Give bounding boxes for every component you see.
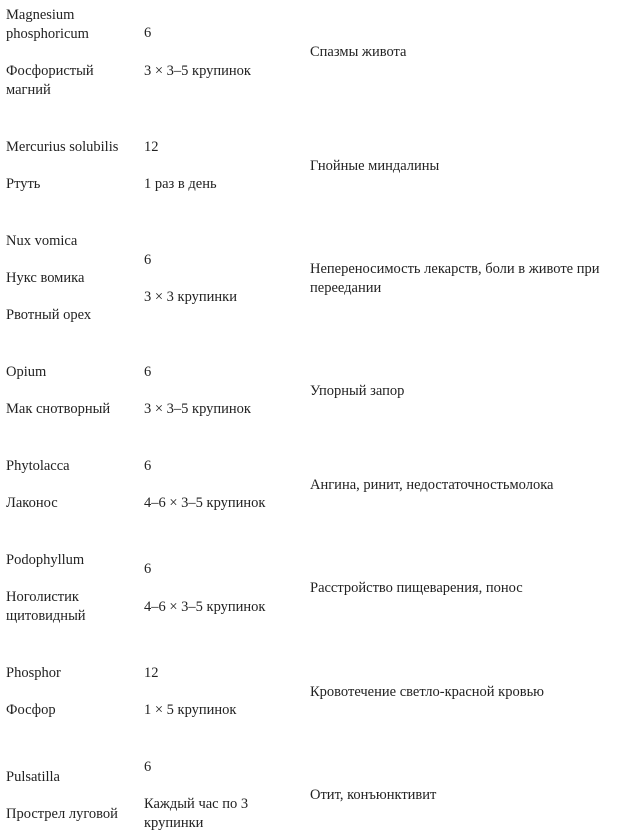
remedy-russian-name: Ноголистик щитовидный <box>6 589 86 624</box>
remedy-dosage: 1 раз в день <box>144 176 217 192</box>
remedy-indication: Ангина, ринит, недостаточностьмолока <box>310 477 554 493</box>
remedy-indication: Спазмы живота <box>310 44 407 60</box>
remedy-indication: Непереносимость лекарств, боли в животе при переедании <box>310 261 600 296</box>
remedy-russian-name: Ртуть <box>6 176 41 192</box>
remedy-latin-name: Nux vomica <box>6 233 78 249</box>
table-row <box>0 758 637 836</box>
remedy-indication: Гнойные миндалины <box>310 158 440 174</box>
table-row <box>0 551 637 631</box>
remedy-potency: 6 <box>144 458 152 474</box>
remedy-potency: 6 <box>144 561 152 577</box>
table-row <box>0 363 637 423</box>
remedy-latin-name: Magnesium phosphoricum <box>6 7 89 42</box>
remedy-latin-name: Podophyllum <box>6 552 85 568</box>
remedy-latin-name: Opium <box>6 364 47 380</box>
remedy-indication: Расстройство пищеварения, понос <box>310 580 523 596</box>
remedy-russian-name: Фосфористый магний <box>6 63 94 98</box>
remedy-potency: 6 <box>144 25 152 41</box>
remedy-dosage: 3 × 3–5 крупинок <box>144 401 251 417</box>
remedy-latin-name: Phytolacca <box>6 458 70 474</box>
table-row <box>0 664 637 724</box>
remedy-latin-name: Pulsatilla <box>6 769 60 785</box>
remedy-dosage: Каждый час по 3 крупинки <box>144 796 249 831</box>
remedy-potency: 12 <box>144 665 159 681</box>
remedy-dosage: 3 × 3 крупинки <box>144 289 237 305</box>
remedy-potency: 6 <box>144 252 152 268</box>
remedy-indication: Кровотечение светло-красной кровью <box>310 684 545 700</box>
table-row <box>0 6 637 106</box>
remedy-russian-name-alt: Рвотный орех <box>6 307 92 323</box>
remedy-potency: 12 <box>144 139 159 155</box>
remedy-russian-name: Нукс вомика <box>6 270 85 286</box>
remedy-dosage: 3 × 3–5 крупинок <box>144 63 251 79</box>
remedy-indication: Отит, конъюнктивит <box>310 787 437 803</box>
table-row <box>0 232 637 332</box>
remedy-latin-name: Phosphor <box>6 665 61 681</box>
remedy-russian-name: Лаконос <box>6 495 58 511</box>
remedy-dosage: 1 × 5 крупинок <box>144 702 237 718</box>
remedy-potency: 6 <box>144 364 152 380</box>
remedy-potency: 6 <box>144 759 152 775</box>
remedy-dosage: 4–6 × 3–5 крупинок <box>144 495 266 511</box>
remedy-russian-name: Мак снотворный <box>6 401 111 417</box>
table-row <box>0 457 637 517</box>
remedy-latin-name: Mercurius solubilis <box>6 139 119 155</box>
remedy-russian-name: Прострел луговой <box>6 806 118 822</box>
table-row <box>0 138 637 198</box>
remedy-russian-name: Фосфор <box>6 702 56 718</box>
remedy-dosage: 4–6 × 3–5 крупинок <box>144 599 266 615</box>
remedy-indication: Упорный запор <box>310 383 405 399</box>
